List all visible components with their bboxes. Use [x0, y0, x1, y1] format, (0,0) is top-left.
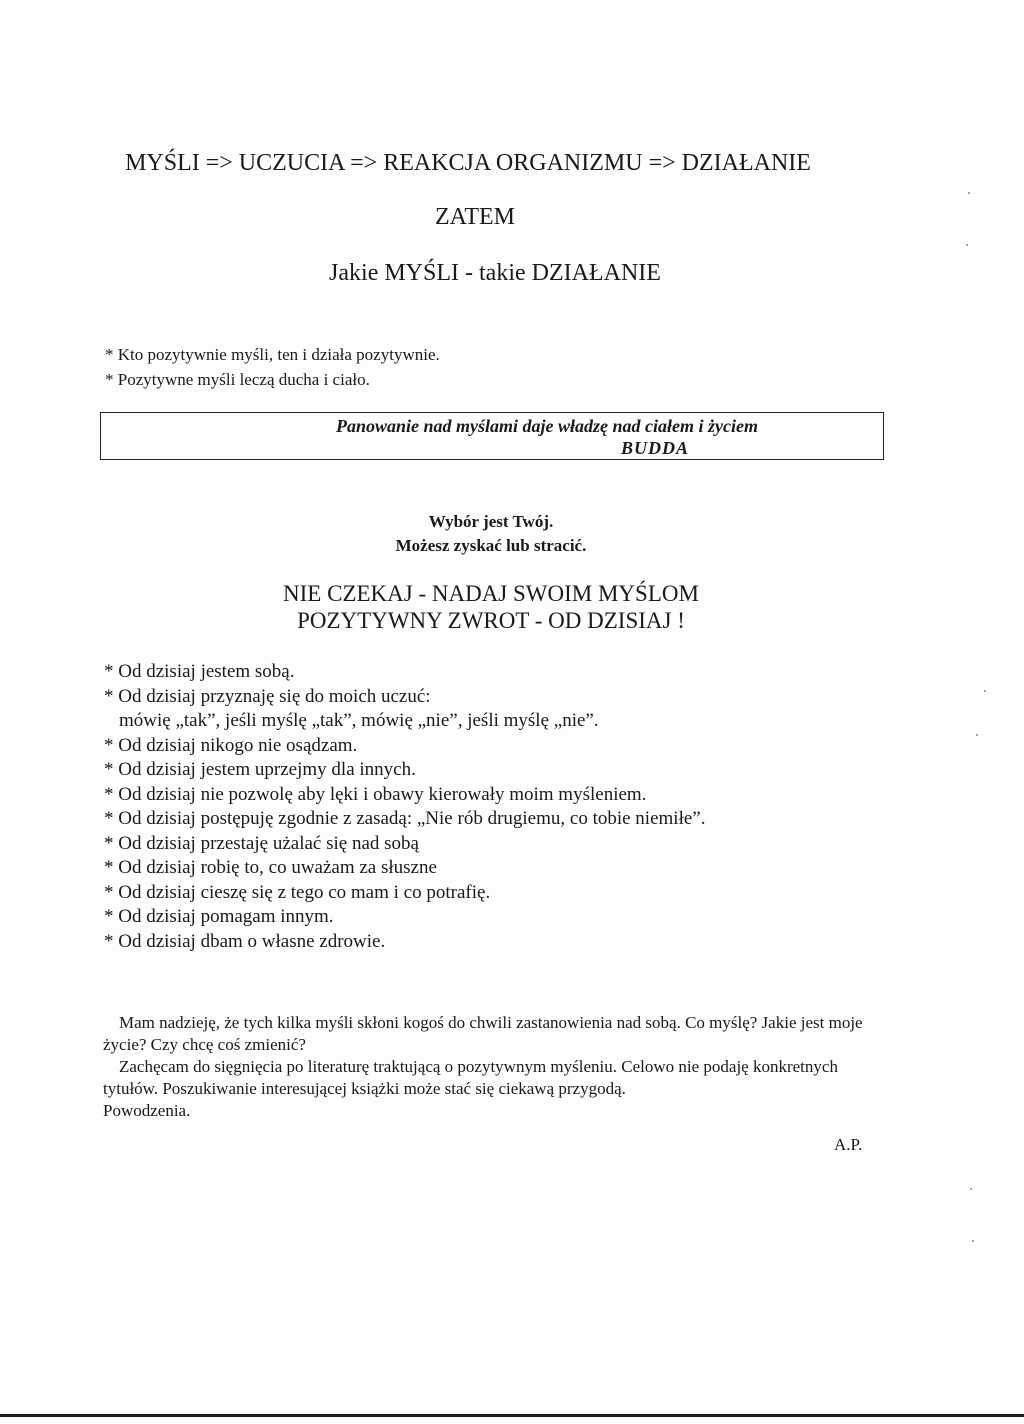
closing-line: Zachęcam do sięgnięcia po literaturę traktującą o pozytywnym myśleniu. Celowo nie podaję konkretnych tytułów. Poszukiwanie interesującej książki może stać się ciekawą przygodą. [103, 1057, 838, 1098]
call-to-action [0, 580, 982, 634]
call-to-action-line: NIE CZEKAJ - NADAJ SWOIM MYŚLOM [283, 581, 699, 606]
document-title: MYŚLI => UCZUCIA => REAKCJA ORGANIZMU => DZIAŁANIE [125, 150, 811, 176]
resolution-item: * Od dzisiaj dbam o własne zdrowie. [104, 930, 386, 952]
quote-text: Panowanie nad myślami daje władzę nad ciałem i życiem [336, 416, 758, 436]
intro-item: * Kto pozytywnie myśli, ten i działa pozytywnie. [105, 345, 440, 364]
choice-line: Możesz zyskać lub stracić. [395, 536, 587, 555]
scan-speck [966, 244, 968, 246]
resolution-item-continuation: mówię „tak”, jeśli myślę „tak”, mówię „nie”, jeśli myślę „nie”. [119, 710, 599, 731]
intro-item: * Pozytywne myśli leczą ducha i ciało. [105, 370, 370, 389]
resolution-item: * Od dzisiaj cieszę się z tego co mam i co potrafię. [104, 881, 491, 903]
resolution-item: * Od dzisiaj przyznaję się do moich uczuć: [104, 685, 431, 707]
intro-list [105, 342, 440, 392]
resolution-item: * Od dzisiaj jestem sobą. [104, 661, 295, 682]
resolution-item: * Od dzisiaj jestem uprzejmy dla innych. [104, 759, 416, 780]
signature: A.P. [834, 1135, 863, 1154]
closing-paragraph [103, 1012, 893, 1122]
scan-speck [972, 1240, 974, 1242]
quote-box [100, 412, 884, 460]
scan-speck [970, 1188, 972, 1190]
resolution-item: * Od dzisiaj przestaję użalać się nad sobą [104, 832, 419, 854]
scan-edge-line [0, 1414, 1024, 1417]
call-to-action-line: POZYTYWNY ZWROT - OD DZISIAJ ! [297, 608, 685, 633]
document-subtitle: Jakie MYŚLI - takie DZIAŁANIE [329, 260, 661, 286]
resolution-item: * Od dzisiaj pomagam innym. [104, 906, 334, 927]
connector-heading: ZATEM [435, 204, 515, 230]
choice-line: Wybór jest Twój. [428, 512, 554, 531]
resolutions-list [104, 660, 705, 954]
resolution-item: * Od dzisiaj nie pozwolę aby lęki i obawy kierowały moim myśleniem. [104, 783, 647, 805]
closing-line: Powodzenia. [103, 1101, 191, 1120]
scan-speck [984, 690, 986, 692]
scan-speck [976, 734, 978, 736]
quote-author: BUDDA [621, 438, 690, 458]
resolution-item: * Od dzisiaj postępuję zgodnie z zasadą: „Nie rób drugiemu, co tobie niemiłe”. [104, 808, 706, 829]
resolution-item: * Od dzisiaj robię to, co uważam za słuszne [104, 857, 437, 878]
resolution-item: * Od dzisiaj nikogo nie osądzam. [104, 734, 358, 756]
closing-line: Mam nadzieję, że tych kilka myśli skłoni kogoś do chwili zastanowienia nad sobą. Co myślę? Jakie jest moje życie? Czy chcę coś zmienić? [103, 1013, 863, 1054]
choice-block [0, 510, 982, 558]
scan-speck [968, 192, 970, 194]
